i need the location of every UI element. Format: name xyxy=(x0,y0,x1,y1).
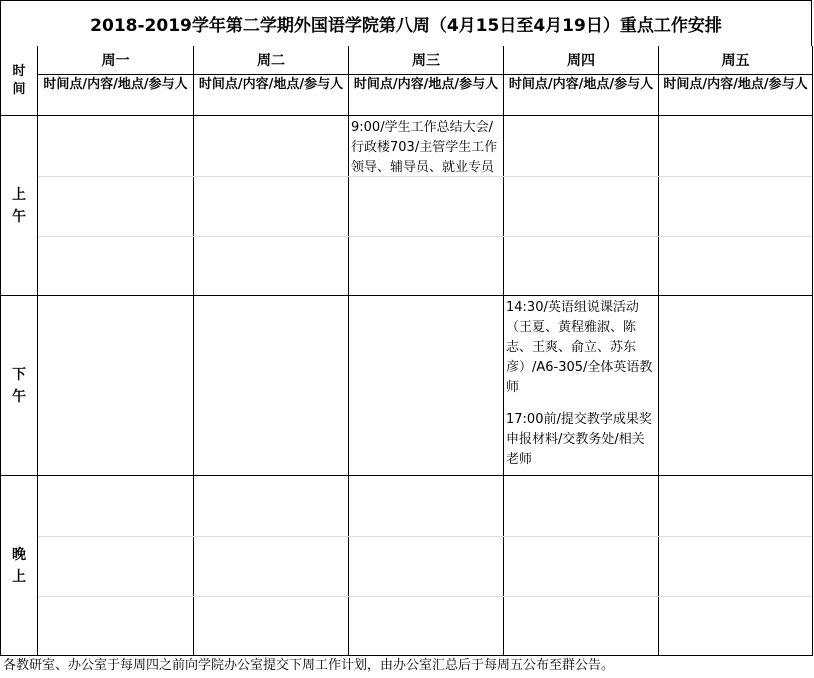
cell-thu-evening xyxy=(504,476,659,656)
column-subheader-fri xyxy=(659,75,813,116)
cell-thu-afternoon xyxy=(504,296,659,476)
gridline xyxy=(38,176,812,177)
column-subheader-thu xyxy=(504,75,659,116)
time-header-label: 时间 xyxy=(12,63,26,97)
schedule-entry: 14:30/英语组说课活动（王夏、黄程雅淑、陈志、王爽、俞立、苏东彦）/A6-305/全体英语教师 xyxy=(506,300,653,395)
schedule-entry: 9:00/学生工作总结大会/行政楼703/主管学生工作领导、辅导员、就业专员 xyxy=(351,120,498,175)
day-header-mon xyxy=(38,46,194,75)
cell-mon-morning xyxy=(38,116,194,296)
period-label: 晚上 xyxy=(12,546,26,585)
cell-tue-evening xyxy=(194,476,349,656)
gridline xyxy=(38,596,812,597)
cell-thu-morning xyxy=(504,116,659,296)
day-header-label: 周四 xyxy=(567,53,595,69)
period-morning xyxy=(1,116,38,296)
time-header xyxy=(1,46,38,116)
gridline xyxy=(38,236,812,237)
period-label: 上午 xyxy=(12,186,26,225)
column-subheader-wed xyxy=(349,75,504,116)
period-evening xyxy=(1,476,38,656)
column-subheader-label: 时间点/内容/地点/参与人 xyxy=(198,77,344,92)
column-subheader-label: 时间点/内容/地点/参与人 xyxy=(353,77,499,92)
gridline xyxy=(38,536,812,537)
cell-tue-morning xyxy=(194,116,349,296)
page-title: 2018-2019学年第二学期外国语学院第八周（4月15日至4月19日）重点工作安排 xyxy=(0,0,812,46)
column-subheader-label: 时间点/内容/地点/参与人 xyxy=(663,77,808,92)
day-header-thu xyxy=(504,46,659,75)
day-header-label: 周三 xyxy=(412,53,440,69)
period-afternoon xyxy=(1,296,38,476)
schedule-entry: 17:00前/提交教学成果奖申报材料/交教务处/相关老师 xyxy=(506,412,652,467)
cell-fri-afternoon xyxy=(659,296,813,476)
entry-spacer xyxy=(504,398,658,410)
period-label: 下午 xyxy=(12,366,26,405)
day-header-label: 周一 xyxy=(101,53,130,69)
cell-tue-afternoon xyxy=(194,296,349,476)
day-header-label: 周五 xyxy=(721,53,750,69)
cell-fri-morning xyxy=(659,116,813,296)
column-subheader-tue xyxy=(194,75,349,116)
cell-fri-evening xyxy=(659,476,813,656)
column-subheader-label: 时间点/内容/地点/参与人 xyxy=(508,77,654,92)
footer-note: 各教研室、办公室于每周四之前向学院办公室提交下周工作计划，由办公室汇总后于每周五公布至群公告。 xyxy=(3,658,615,673)
day-header-fri xyxy=(659,46,813,75)
cell-wed-evening xyxy=(349,476,504,656)
day-header-wed xyxy=(349,46,504,75)
column-subheader-mon xyxy=(38,75,194,116)
cell-wed-morning xyxy=(349,116,504,296)
column-subheader-label: 时间点/内容/地点/参与人 xyxy=(43,77,188,92)
day-header-tue xyxy=(194,46,349,75)
cell-mon-afternoon xyxy=(38,296,194,476)
cell-wed-afternoon xyxy=(349,296,504,476)
cell-mon-evening xyxy=(38,476,194,656)
day-header-label: 周二 xyxy=(257,53,285,69)
schedule-table xyxy=(0,46,812,656)
